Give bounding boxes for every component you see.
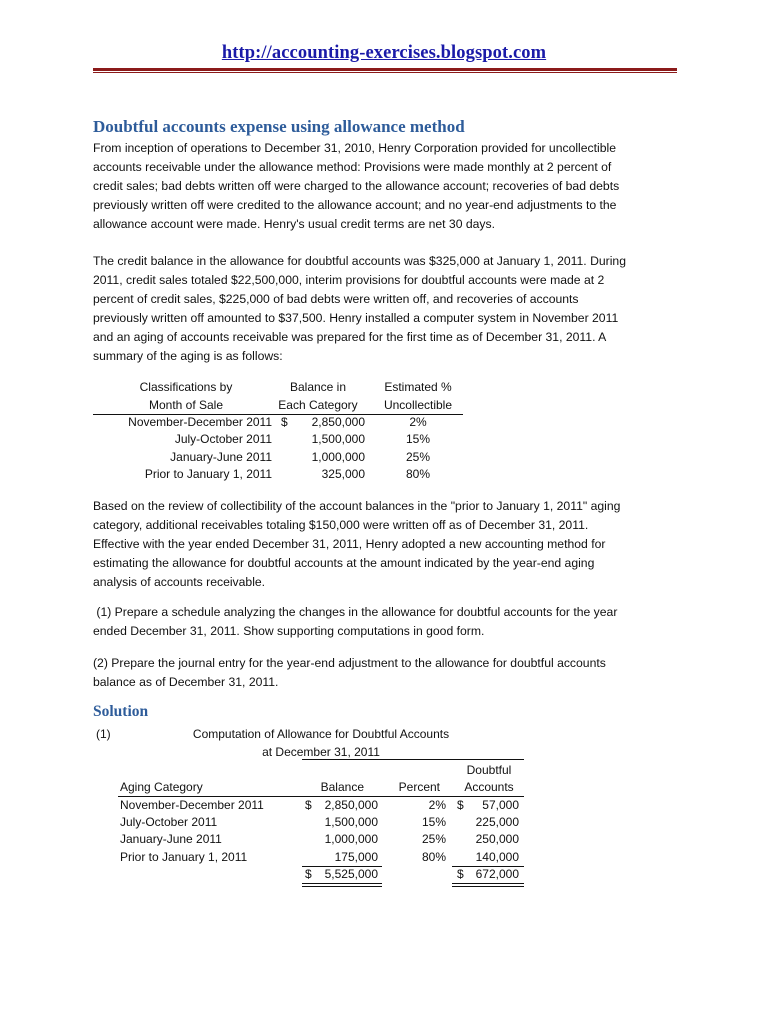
header-aging-category: Aging Category <box>120 780 203 794</box>
text-line: estimating the allowance for doubtful accounts at the amount indicated by the year-end aging <box>93 556 595 570</box>
currency-symbol: $ <box>457 867 464 881</box>
currency-symbol: $ <box>457 798 464 812</box>
aging-row-classification: Prior to January 1, 2011 <box>144 467 272 481</box>
aging-row-percent: 15% <box>405 432 431 446</box>
total-balance: 5,525,000 <box>324 867 378 881</box>
header-balance: Balance <box>320 780 364 794</box>
question-1 <box>93 603 673 641</box>
solution-row-percent: 2% <box>428 798 446 812</box>
aging-row-balance: 325,000 <box>321 467 365 481</box>
currency-symbol: $ <box>305 867 312 881</box>
doubtful-total-double-rule-2 <box>452 886 524 887</box>
header-estimated-line2: Uncollectible <box>383 398 453 412</box>
solution-row-balance: 1,500,000 <box>324 815 378 829</box>
text-line: ended December 31, 2011. Show supporting computations in good form. <box>93 624 485 638</box>
header-rule-thin <box>93 72 677 73</box>
solution-row-doubtful: 225,000 <box>475 815 519 829</box>
solution-table-title-line2: at December 31, 2011 <box>262 745 380 759</box>
solution-row-percent: 25% <box>421 832 446 846</box>
aging-row-balance: 1,000,000 <box>311 450 365 464</box>
text-line: The credit balance in the allowance for doubtful accounts was $325,000 at January 1, 2011. During <box>93 254 626 268</box>
aging-row-classification: July-October 2011 <box>174 432 272 446</box>
text-line: balance as of December 31, 2011. <box>93 675 279 689</box>
part-label: (1) <box>96 727 111 741</box>
text-line: previously written off were credited to the allowance account; and no year-end adjustments to the <box>93 198 617 212</box>
solution-top-rule <box>302 759 524 760</box>
text-line: (2) Prepare the journal entry for the year-end adjustment to the allowance for doubtful accounts <box>93 656 606 670</box>
blog-link[interactable]: http://accounting-exercises.blogspot.com <box>221 43 547 63</box>
text-line: previously written off amounted to $37,500. Henry installed a computer system in November 2011 <box>93 311 619 325</box>
question-2 <box>93 654 673 692</box>
header-doubtful-line2: Accounts <box>464 780 514 794</box>
header-percent: Percent <box>398 780 440 794</box>
paragraph-writeoff <box>93 497 673 592</box>
header-doubtful-line1: Doubtful <box>466 763 512 777</box>
text-line: (1) Prepare a schedule analyzing the changes in the allowance for doubtful accounts for the year <box>93 605 618 619</box>
solution-row-percent: 80% <box>421 850 446 864</box>
solution-row-doubtful: 250,000 <box>475 832 519 846</box>
aging-row-classification: January-June 2011 <box>170 450 272 464</box>
solution-row-doubtful: 140,000 <box>475 850 519 864</box>
solution-table-title-line1: Computation of Allowance for Doubtful Accounts <box>192 727 450 741</box>
paragraph-intro <box>93 139 673 234</box>
header-classification-line2: Month of Sale <box>148 398 224 412</box>
solution-row-balance: 1,000,000 <box>324 832 378 846</box>
balance-total-double-rule-1 <box>302 883 382 884</box>
solution-row-percent: 15% <box>421 815 446 829</box>
solution-header-rule <box>118 796 524 797</box>
header-balance-line1: Balance in <box>289 380 347 394</box>
aging-row-percent: 25% <box>405 450 431 464</box>
balance-total-double-rule-2 <box>302 886 382 887</box>
aging-row-balance: 1,500,000 <box>311 432 365 446</box>
aging-row-percent: 2% <box>409 415 427 429</box>
total-doubtful: 672,000 <box>475 867 519 881</box>
text-line: credit sales; bad debts written off were charged to the allowance account; recoveries of bad debts <box>93 179 620 193</box>
header-classification-line1: Classifications by <box>139 380 233 394</box>
solution-heading: Solution <box>93 703 149 720</box>
paragraph-facts <box>93 252 673 366</box>
solution-row-category: July-October 2011 <box>120 815 218 829</box>
solution-row-doubtful: 57,000 <box>482 798 519 812</box>
solution-row-balance: 2,850,000 <box>324 798 378 812</box>
header-estimated-line1: Estimated % <box>384 380 452 394</box>
text-line: percent of credit sales, $225,000 of bad debts were written off, and recoveries of accounts <box>93 292 579 306</box>
solution-row-category: November-December 2011 <box>120 798 264 812</box>
solution-row-balance: 175,000 <box>334 850 378 864</box>
text-line: accounts receivable under the allowance method: Provisions were made monthly at 2 percent of <box>93 160 612 174</box>
currency-symbol: $ <box>281 415 288 429</box>
text-line: 2011, credit sales totaled $22,500,000, interim provisions for doubtful accounts were made at 2 <box>93 273 605 287</box>
text-line: category, additional receivables totaling $150,000 were written off as of December 31, 2011. <box>93 518 589 532</box>
header-balance-line2: Each Category <box>278 398 358 412</box>
doubtful-total-double-rule-1 <box>452 883 524 884</box>
exercise-title: Doubtful accounts expense using allowance method <box>93 117 465 136</box>
aging-row-percent: 80% <box>405 467 431 481</box>
text-line: analysis of accounts receivable. <box>93 575 266 589</box>
aging-row-balance: 2,850,000 <box>311 415 365 429</box>
text-line: From inception of operations to December 31, 2010, Henry Corporation provided for uncollectible <box>93 141 616 155</box>
solution-row-category: Prior to January 1, 2011 <box>120 850 248 864</box>
header-rule-thick <box>93 68 677 71</box>
aging-row-classification: November-December 2011 <box>128 415 272 429</box>
text-line: allowance account were made. Henry's usual credit terms are net 30 days. <box>93 217 496 231</box>
text-line: Based on the review of collectibility of the account balances in the "prior to January 1, 2011" aging <box>93 499 621 513</box>
text-line: summary of the aging is as follows: <box>93 349 283 363</box>
text-line: Effective with the year ended December 31, 2011, Henry adopted a new accounting method for <box>93 537 606 551</box>
text-line: and an aging of accounts receivable was prepared for the first time as of December 31, 2011. A <box>93 330 607 344</box>
currency-symbol: $ <box>305 798 312 812</box>
solution-row-category: January-June 2011 <box>120 832 222 846</box>
